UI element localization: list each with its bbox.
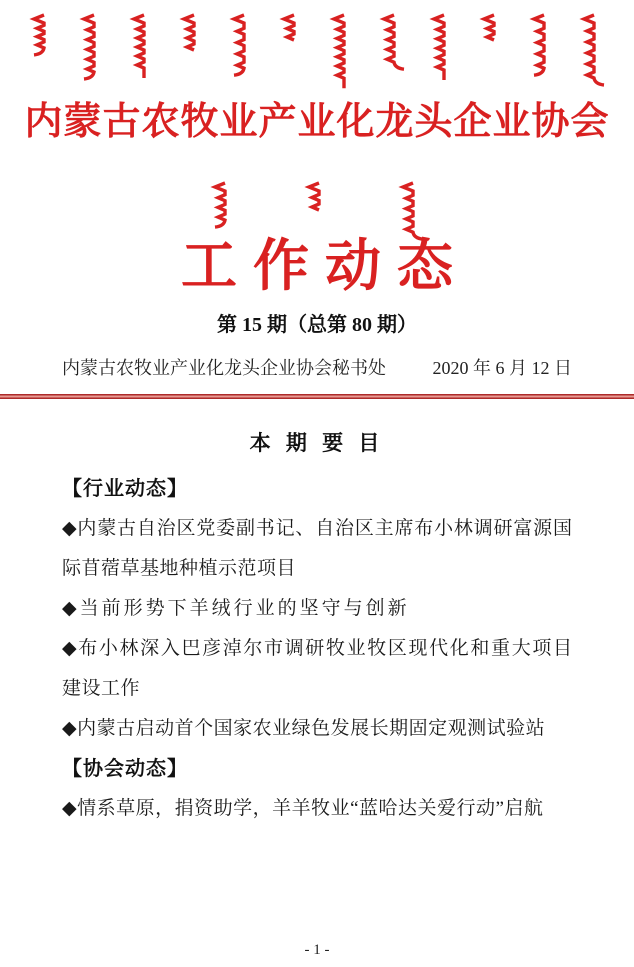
publish-date: 2020 年 6 月 12 日: [432, 358, 572, 379]
organization-title: 内蒙古农牧业产业化龙头企业协会: [24, 101, 610, 143]
mongolian-word-glyph: [303, 180, 331, 224]
toc-item-line: 建设工作: [62, 678, 141, 700]
red-divider-rule: [0, 394, 634, 399]
toc-item-line: ◆情系草原，捐资助学，羊羊牧业“蓝哈达关爱行动”启航: [62, 798, 544, 820]
toc-item-line: 际苜蓿草基地种植示范项目: [62, 558, 297, 580]
toc-section-industry: 【行业动态】: [62, 478, 188, 501]
page-number: - 1 -: [304, 942, 330, 958]
mongolian-word-glyph: [228, 12, 256, 82]
table-of-contents: [0, 469, 634, 829]
mongolian-word-glyph: [28, 12, 56, 62]
toc-item-line: ◆当前形势下羊绒行业的坚守与创新: [62, 598, 410, 620]
toc-item-line: ◆内蒙古自治区党委副书记、自治区主席布小林调研富源国: [62, 518, 572, 540]
mongolian-word-glyph: [209, 180, 237, 234]
issue-number-line: 第 15 期（总第 80 期）: [217, 314, 417, 337]
toc-heading: 本 期 要 目: [249, 431, 385, 456]
mongolian-script-mid-row: [0, 180, 634, 236]
mongolian-word-glyph: [278, 12, 306, 54]
publisher-name: 内蒙古农牧业产业化龙头企业协会秘书处: [62, 358, 386, 379]
mongolian-word-glyph: [528, 12, 556, 82]
mongolian-script-top-row: [28, 12, 606, 98]
mongolian-word-glyph: [378, 12, 406, 76]
mongolian-word-glyph: [428, 12, 456, 94]
toc-section-association: 【协会动态】: [62, 758, 188, 781]
mongolian-word-glyph: [478, 12, 506, 54]
mongolian-word-glyph: [178, 12, 206, 64]
publication-info-row: [0, 356, 634, 380]
mongolian-word-glyph: [78, 12, 106, 86]
mongolian-word-glyph: [578, 12, 606, 92]
bulletin-page: [0, 12, 634, 967]
toc-item-line: ◆布小林深入巴彦淖尔市调研牧业牧区现代化和重大项目: [62, 638, 572, 660]
mongolian-word-glyph: [128, 12, 156, 92]
mongolian-word-glyph: [328, 12, 356, 102]
toc-item-line: ◆内蒙古启动首个国家农业绿色发展长期固定观测试验站: [62, 718, 546, 740]
bulletin-title: 工作动态: [181, 235, 469, 298]
